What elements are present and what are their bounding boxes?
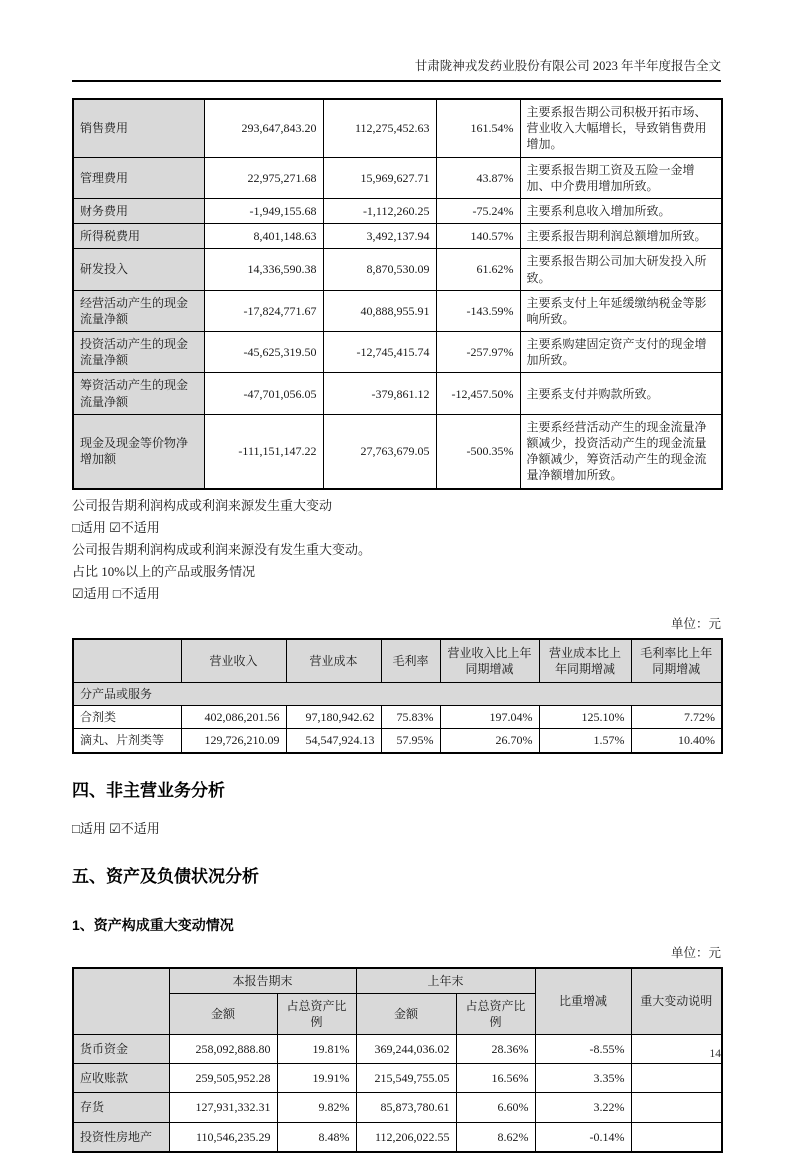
cell-prior: 8,870,530.09 (323, 249, 436, 290)
table-row (73, 1093, 722, 1122)
header-blank (73, 968, 169, 1035)
cell-label: 筹资活动产生的现金流量净额 (73, 373, 204, 414)
product-service-table-body (73, 682, 722, 705)
cell-note (631, 1035, 722, 1064)
cell-label: 经营活动产生的现金流量净额 (73, 290, 204, 331)
not-applicable-label: 不适用 (120, 585, 160, 601)
group-row (73, 682, 722, 705)
checkbox-checked-icon: ☑ (72, 585, 84, 601)
cell-prior: -379,861.12 (323, 373, 436, 414)
cell-prior: 15,969,627.71 (323, 157, 436, 198)
profit-change-applicability (72, 517, 721, 539)
cell-prior_ratio: 6.60% (456, 1093, 535, 1122)
cell-revenue: 129,726,210.09 (181, 729, 286, 753)
cell-cur_amount: 258,092,888.80 (169, 1035, 277, 1064)
page-header-title: 甘肃陇神戎发药业股份有限公司 2023 年半年度报告全文 (72, 58, 721, 82)
checkbox-checked-icon: ☑ (109, 519, 121, 535)
cell-label: 货币资金 (73, 1035, 169, 1064)
cell-revenue: 402,086,201.56 (181, 706, 286, 729)
expense-change-table-body (73, 99, 722, 489)
cell-prior: 112,275,452.63 (323, 99, 436, 157)
cell-margin_yoy: 7.72% (631, 706, 722, 729)
table-row (73, 332, 722, 373)
cell-change: 3.35% (535, 1064, 631, 1093)
table-row (73, 249, 722, 290)
cell-reason: 主要系支付并购款所致。 (520, 373, 722, 414)
cell-current: -17,824,771.67 (204, 290, 323, 331)
header-blank (73, 639, 181, 683)
header-amount: 金额 (169, 993, 277, 1034)
expense-change-table (72, 98, 723, 490)
cell-label: 滴丸、片剂类等 (73, 729, 181, 753)
cell-change: -257.97% (436, 332, 520, 373)
table-row (73, 224, 722, 249)
product-service-table-rows (73, 706, 722, 753)
cell-prior: 40,888,955.91 (323, 290, 436, 331)
section-title-assets-liabilities: 五、资产及负债状况分析 (72, 866, 259, 886)
cell-label: 合剂类 (73, 706, 181, 729)
cell-label: 应收账款 (73, 1064, 169, 1093)
header-prior-period: 上年末 (356, 968, 535, 994)
table-row (73, 1122, 722, 1152)
cell-note (631, 1064, 722, 1093)
table-row (73, 729, 722, 753)
cell-prior_ratio: 16.56% (456, 1064, 535, 1093)
product-service-table-head (73, 639, 722, 683)
group-label: 分产品或服务 (73, 682, 722, 705)
cell-current: 8,401,148.63 (204, 224, 323, 249)
checkbox-unchecked-icon: □ (112, 585, 121, 601)
cell-prior_amount: 85,873,780.61 (356, 1093, 456, 1122)
products-applicability (72, 583, 721, 605)
cell-reason: 主要系利息收入增加所致。 (520, 198, 722, 223)
table-row (73, 373, 722, 414)
cell-prior_ratio: 8.62% (456, 1122, 535, 1152)
cell-reason: 主要系购建固定资产支付的现金增加所致。 (520, 332, 722, 373)
cell-current: -45,625,319.50 (204, 332, 323, 373)
cell-prior_amount: 369,244,036.02 (356, 1035, 456, 1064)
cell-label: 管理费用 (73, 157, 204, 198)
header-revenue-yoy: 营业收入比上年同期增减 (440, 639, 539, 683)
cell-change: -500.35% (436, 414, 520, 488)
cell-reason: 主要系报告期公司加大研发投入所致。 (520, 249, 722, 290)
cell-prior: -1,112,260.25 (323, 198, 436, 223)
profit-change-section (72, 495, 721, 605)
subsection-title-asset-composition: 1、资产构成重大变动情况 (72, 916, 234, 933)
table-row (73, 1035, 722, 1064)
header-ratio-change: 比重增减 (535, 968, 631, 1035)
table-row (73, 198, 722, 223)
table-row (73, 290, 722, 331)
cell-change: -0.14% (535, 1122, 631, 1152)
cell-cost: 54,547,924.13 (286, 729, 381, 753)
profit-no-change-note: 公司报告期利润构成或利润来源没有发生重大变动。 (72, 541, 372, 557)
cell-change: 61.62% (436, 249, 520, 290)
cell-cur_ratio: 19.81% (277, 1035, 356, 1064)
checkbox-unchecked-icon: □ (72, 519, 80, 535)
cell-margin: 75.83% (381, 706, 440, 729)
cell-reason: 主要系支付上年延缓缴纳税金等影响所致。 (520, 290, 722, 331)
cell-current: 293,647,843.20 (204, 99, 323, 157)
asset-composition-table (72, 967, 723, 1153)
cell-note (631, 1093, 722, 1122)
unit-label: 单位：元 (670, 945, 721, 960)
cell-change: 43.87% (436, 157, 520, 198)
product-service-table (72, 638, 723, 754)
cell-prior_amount: 215,549,755.05 (356, 1064, 456, 1093)
cell-revenue_yoy: 26.70% (440, 729, 539, 753)
header-ratio: 占总资产比例 (456, 993, 535, 1034)
table-header-row (73, 968, 722, 994)
cell-label: 研发投入 (73, 249, 204, 290)
table-row (73, 99, 722, 157)
cell-label: 现金及现金等价物净增加额 (73, 414, 204, 488)
cell-reason: 主要系报告期公司积极开拓市场、营业收入大幅增长，导致销售费用增加。 (520, 99, 722, 157)
profit-change-statement: 公司报告期利润构成或利润来源发生重大变动 (72, 497, 333, 513)
table-row (73, 706, 722, 729)
page-number: 14 (709, 1048, 721, 1060)
cell-revenue_yoy: 197.04% (440, 706, 539, 729)
table-header-row (73, 639, 722, 683)
cell-cur_ratio: 19.91% (277, 1064, 356, 1093)
cell-reason: 主要系报告期利润总额增加所致。 (520, 224, 722, 249)
cell-current: 22,975,271.68 (204, 157, 323, 198)
cell-change: 161.54% (436, 99, 520, 157)
applicable-label: 适用 (79, 820, 106, 836)
cell-cost: 97,180,942.62 (286, 706, 381, 729)
header-ratio: 占总资产比例 (277, 993, 356, 1034)
cell-cur_ratio: 9.82% (277, 1093, 356, 1122)
cell-cost_yoy: 125.10% (539, 706, 631, 729)
header-cost-yoy: 营业成本比上年同期增减 (539, 639, 631, 683)
cell-cur_amount: 259,505,952.28 (169, 1064, 277, 1093)
cell-label: 财务费用 (73, 198, 204, 223)
cell-change: 140.57% (436, 224, 520, 249)
table-row (73, 414, 722, 488)
cell-current: -111,151,147.22 (204, 414, 323, 488)
not-applicable-label: 不适用 (120, 820, 160, 836)
cell-prior: 27,763,679.05 (323, 414, 436, 488)
table-row (73, 157, 722, 198)
applicable-label: 适用 (79, 519, 106, 535)
cell-label: 投资活动产生的现金流量净额 (73, 332, 204, 373)
cell-change: -143.59% (436, 290, 520, 331)
cell-current: 14,336,590.38 (204, 249, 323, 290)
cell-cur_amount: 110,546,235.29 (169, 1122, 277, 1152)
cell-prior: 3,492,137.94 (323, 224, 436, 249)
header-amount: 金额 (356, 993, 456, 1034)
products-over-10pct-statement: 占比 10%以上的产品或服务情况 (72, 563, 256, 579)
cell-current: -1,949,155.68 (204, 198, 323, 223)
cell-cur_ratio: 8.48% (277, 1122, 356, 1152)
checkbox-checked-icon: ☑ (109, 820, 121, 836)
header-current-period: 本报告期末 (169, 968, 356, 994)
cell-cur_amount: 127,931,332.31 (169, 1093, 277, 1122)
checkbox-unchecked-icon: □ (72, 820, 80, 836)
asset-table-head (73, 968, 722, 1035)
cell-change: -75.24% (436, 198, 520, 223)
cell-label: 销售费用 (73, 99, 204, 157)
cell-label: 投资性房地产 (73, 1122, 169, 1152)
cell-label: 所得税费用 (73, 224, 204, 249)
cell-reason: 主要系报告期工资及五险一金增加、中介费用增加所致。 (520, 157, 722, 198)
header-margin-yoy: 毛利率比上年同期增减 (631, 639, 722, 683)
cell-prior_ratio: 28.36% (456, 1035, 535, 1064)
cell-prior: -12,745,415.74 (323, 332, 436, 373)
cell-reason: 主要系经营活动产生的现金流量净额减少，投资活动产生的现金流量净额减少，筹资活动产生的现金流量净额增加所致。 (520, 414, 722, 488)
non-main-business-applicability (72, 818, 721, 840)
cell-change: 3.22% (535, 1093, 631, 1122)
cell-current: -47,701,056.05 (204, 373, 323, 414)
cell-margin: 57.95% (381, 729, 440, 753)
asset-table-body (73, 1035, 722, 1152)
not-applicable-label: 不适用 (120, 519, 160, 535)
cell-cost_yoy: 1.57% (539, 729, 631, 753)
cell-prior_amount: 112,206,022.55 (356, 1122, 456, 1152)
header-revenue: 营业收入 (181, 639, 286, 683)
cell-change: -8.55% (535, 1035, 631, 1064)
header-cost: 营业成本 (286, 639, 381, 683)
applicable-label: 适用 (83, 585, 110, 601)
header-major-change-note: 重大变动说明 (631, 968, 722, 1035)
section-title-non-main-business: 四、非主营业务分析 (72, 780, 225, 800)
cell-change: -12,457.50% (436, 373, 520, 414)
cell-note (631, 1122, 722, 1152)
header-margin: 毛利率 (381, 639, 440, 683)
cell-margin_yoy: 10.40% (631, 729, 722, 753)
table-row (73, 1064, 722, 1093)
unit-label: 单位：元 (670, 616, 721, 631)
cell-label: 存货 (73, 1093, 169, 1122)
